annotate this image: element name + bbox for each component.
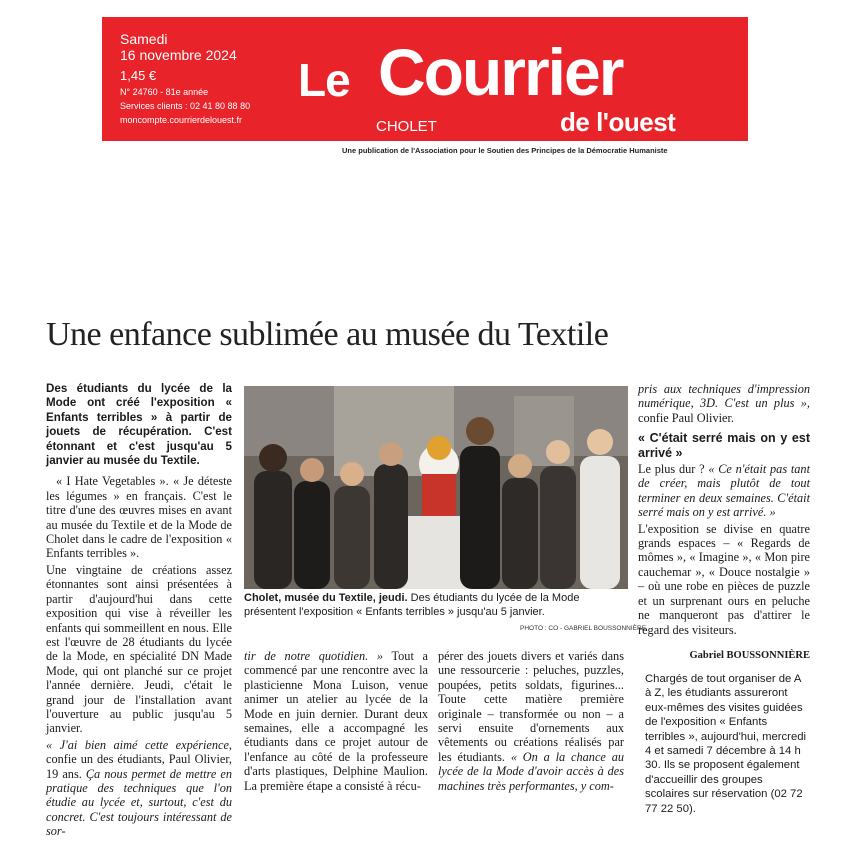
article-photo	[244, 386, 628, 589]
subheading: « C'était serré mais on y est arrivé »	[638, 431, 810, 460]
issue-price: 1,45 €	[120, 68, 157, 83]
body-text: confie Paul Olivier.	[638, 410, 734, 425]
quote-text: pris aux techniques d'impression numérique, 3D. C'est un plus »,	[638, 382, 810, 411]
caption-lead: Cholet, musée du Textile, jeudi.	[244, 592, 408, 604]
quote-text: tir de notre quotidien. »	[244, 649, 384, 663]
issue-number: N° 24760 - 81e année	[120, 87, 209, 97]
students-group-photo	[244, 386, 628, 589]
paragraph	[244, 649, 428, 793]
quote-text: « On a la chance au lycée de la Mode d'avoir accès à des machines très performantes, y com-	[438, 749, 624, 793]
body-text: Le plus dur ?	[638, 462, 709, 477]
photo-credit: PHOTO : CO - GABRIEL BOUSSONNIÈRE	[520, 625, 647, 632]
paragraph	[638, 382, 810, 425]
masthead-banner	[102, 17, 748, 141]
attribution: confie un des étudiants, Paul Olivier, 19 ans.	[46, 752, 232, 781]
paragraph: « I Hate Vegetables ». « Je déteste les légumes » en français. C'est le titre d'une des œuvres mises en avant au musée du Textile et de la Mode de Cholet dans le cadre de l'exposition « Enfants terribles ».	[46, 474, 232, 561]
body-text: pérer des jouets divers et variés dans une ressourcerie : peluches, puzzles, poupées, petits soldats, figurines... Toute cette matière première originale – transformée ou non – a servi ensuite d'ornements aux vêtements ou créations réalisés par les étudiants.	[438, 649, 624, 764]
column-4	[638, 382, 810, 639]
paragraph: Une vingtaine de créations assez étonnantes sont ainsi présentées à partir d'aujourd'hui dans cette exposition qui vise à réveiller les enfants qui sommeillent en nous. Elle est l'œuvre de 28 étudiants du lycée de la Mode, en spécialité DN Made Mode, qui ont planché sur ce projet l'année dernière. Jeudi, c'était le grand jour de l'installation avant l'ouverture au public jusqu'au 5 janvier.	[46, 562, 232, 736]
issue-day: Samedi	[120, 31, 168, 47]
info-box: Chargés de tout organiser de A à Z, les étudiants assureront eux-mêmes des visites guidées de l'exposition « Enfants terribles », aujourd'hui, mercredi 4 et samedi 7 décembre à 14 h 30. Ils se proposent également d'accueillir des groupes scolaires sur réservation (02 72 77 22 50).	[645, 673, 807, 815]
column-1	[46, 382, 232, 841]
column-2	[244, 649, 428, 795]
issue-date: 16 novembre 2024	[120, 47, 237, 63]
author-signature: Gabriel BOUSSONNIÈRE	[689, 650, 810, 661]
customer-service: Services clients : 02 41 80 88 80	[120, 101, 251, 111]
photo-caption	[244, 592, 628, 619]
website: moncompte.courrierdelouest.fr	[120, 115, 243, 125]
paragraph	[638, 462, 810, 520]
masthead-info	[120, 31, 250, 127]
paragraph-quote	[46, 738, 232, 839]
logo-le: Le	[298, 54, 350, 106]
logo-courrier: Courrier	[378, 35, 623, 109]
logo-de-l-ouest: de l'ouest	[560, 107, 676, 137]
paragraph: L'exposition se divise en quatre grands espaces – « Regards de mômes », « Imagine », « Mon pire cauchemar », « Douce nostalgie » – où une robe en pièces de puzzle et un surprenant ours en peluche ne manqueront pas d'attirer le regard des visiteurs.	[638, 521, 810, 637]
publisher-tagline: Une publication de l'Association pour le Soutien des Principes de la Démocratie Humaniste	[342, 146, 668, 155]
quote-text: « J'ai bien aimé cette expérience,	[46, 737, 232, 752]
quote-text: Ça nous permet de mettre en pratique des techniques que l'on étudie au lycée et, surtout, c'est du concret. C'est toujours intéressant de sor-	[46, 766, 232, 839]
caption-text: Des étudiants du lycée de la Mode présentent l'exposition « Enfants terribles » jusqu'au 5 janvier.	[244, 592, 580, 618]
body-text: Tout a commencé par une rencontre avec la plasticienne Mona Luison, venue animer un atelier au lycée de la Mode en juin dernier. Durant deux semaines, elle a accompagné les étudiants dans ce projet autour de l'enfance au côté de la professeure d'arts plastiques, Delphine Maulion. La première étape a consisté à récu-	[244, 649, 428, 793]
article-headline: Une enfance sublimée au musée du Textile	[46, 316, 609, 353]
edition-city: CHOLET	[376, 118, 437, 135]
quote-text: « Ce n'était pas tant de créer, mais plutôt de tout terminer en deux semaines. C'était serré mais on y est arrivé. »	[638, 462, 810, 520]
column-3	[438, 649, 624, 795]
article-lead: Des étudiants du lycée de la Mode ont créé l'exposition « Enfants terribles » à partir de jouets de récupération. C'est étonnant et c'est jusqu'au 5 janvier au musée du Textile.	[46, 382, 232, 468]
paragraph	[438, 649, 624, 793]
